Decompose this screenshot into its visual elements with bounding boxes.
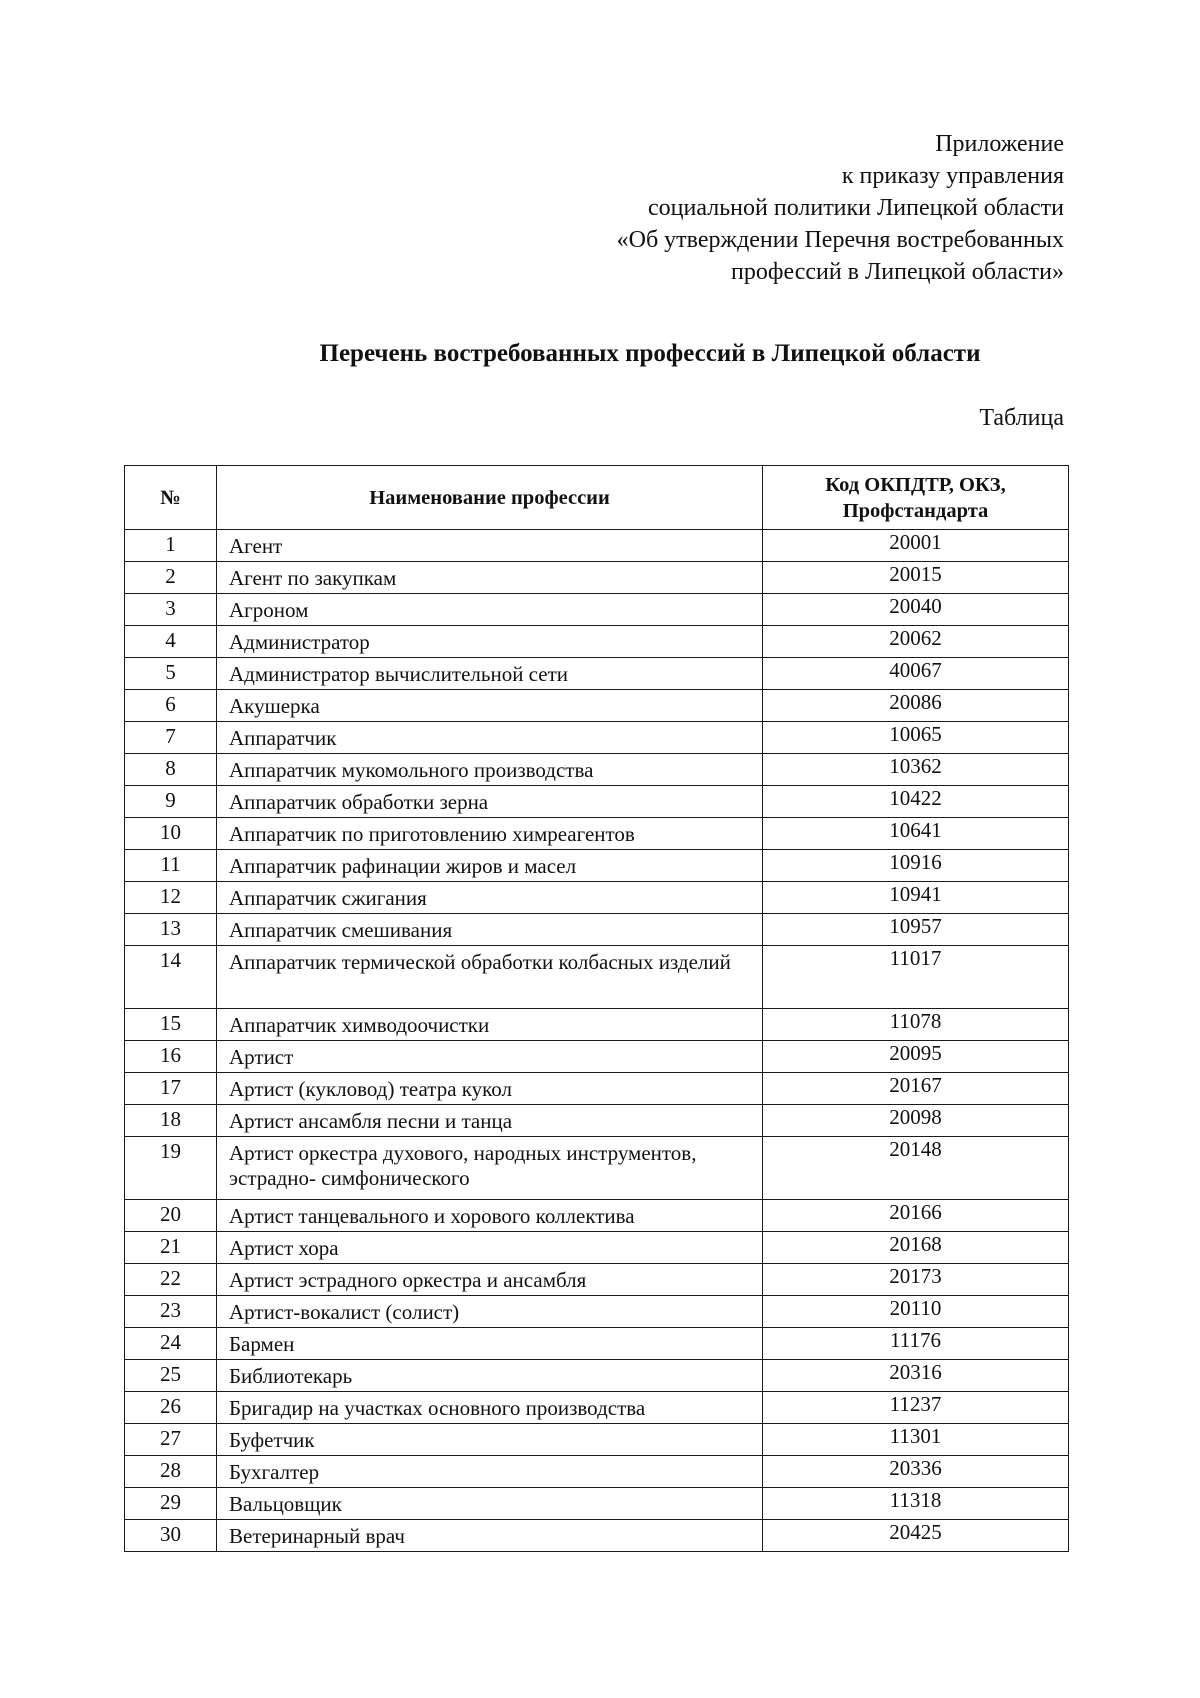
profession-code: 40067 — [763, 658, 1069, 690]
row-number: 2 — [125, 562, 217, 594]
row-number: 4 — [125, 626, 217, 658]
profession-name: Артист хора — [217, 1232, 763, 1264]
table-row — [125, 530, 1069, 562]
profession-code: 11176 — [763, 1328, 1069, 1360]
row-number: 9 — [125, 786, 217, 818]
profession-code: 20168 — [763, 1232, 1069, 1264]
profession-code: 10422 — [763, 786, 1069, 818]
row-number: 23 — [125, 1296, 217, 1328]
profession-code: 20001 — [763, 530, 1069, 562]
row-number: 5 — [125, 658, 217, 690]
table-row — [125, 946, 1069, 1009]
profession-name: Буфетчик — [217, 1424, 763, 1456]
profession-name: Аппаратчик мукомольного производства — [217, 754, 763, 786]
profession-code: 20167 — [763, 1073, 1069, 1105]
table-row — [125, 658, 1069, 690]
table-body — [125, 530, 1069, 1552]
table-row — [125, 754, 1069, 786]
profession-name: Артист танцевального и хорового коллектива — [217, 1200, 763, 1232]
profession-name: Аппаратчик сжигания — [217, 882, 763, 914]
table-row — [125, 1105, 1069, 1137]
row-number: 8 — [125, 754, 217, 786]
profession-code: 20098 — [763, 1105, 1069, 1137]
header-code: Код ОКПДТР, ОКЗ, Профстандарта — [763, 466, 1069, 530]
profession-code: 11078 — [763, 1009, 1069, 1041]
table-row — [125, 1488, 1069, 1520]
professions-table — [124, 465, 1069, 1552]
appendix-line: профессий в Липецкой области» — [731, 259, 1064, 285]
profession-code: 20336 — [763, 1456, 1069, 1488]
row-number: 21 — [125, 1232, 217, 1264]
profession-code: 20148 — [763, 1137, 1069, 1200]
profession-code: 11318 — [763, 1488, 1069, 1520]
header-profession-name: Наименование профессии — [217, 466, 763, 530]
row-number: 12 — [125, 882, 217, 914]
profession-name: Ветеринарный врач — [217, 1520, 763, 1552]
profession-name: Артист-вокалист (солист) — [217, 1296, 763, 1328]
row-number: 3 — [125, 594, 217, 626]
profession-name: Администратор — [217, 626, 763, 658]
profession-code: 11017 — [763, 946, 1069, 1009]
row-number: 30 — [125, 1520, 217, 1552]
table-row — [125, 1360, 1069, 1392]
profession-name: Акушерка — [217, 690, 763, 722]
table-row — [125, 1264, 1069, 1296]
table-row — [125, 690, 1069, 722]
profession-name: Аппаратчик рафинации жиров и масел — [217, 850, 763, 882]
profession-code: 10941 — [763, 882, 1069, 914]
profession-code: 10641 — [763, 818, 1069, 850]
table-row — [125, 1520, 1069, 1552]
table-row — [125, 850, 1069, 882]
table-row — [125, 1009, 1069, 1041]
header-number: № — [125, 466, 217, 530]
profession-name: Вальцовщик — [217, 1488, 763, 1520]
profession-code: 20173 — [763, 1264, 1069, 1296]
profession-name: Аппаратчик обработки зерна — [217, 786, 763, 818]
profession-code: 11237 — [763, 1392, 1069, 1424]
profession-code: 11301 — [763, 1424, 1069, 1456]
appendix-line: социальной политики Липецкой области — [648, 195, 1064, 221]
row-number: 29 — [125, 1488, 217, 1520]
row-number: 10 — [125, 818, 217, 850]
row-number: 26 — [125, 1392, 217, 1424]
table-row — [125, 722, 1069, 754]
table-label: Таблица — [979, 405, 1064, 431]
row-number: 15 — [125, 1009, 217, 1041]
profession-name: Агент — [217, 530, 763, 562]
profession-code: 20425 — [763, 1520, 1069, 1552]
profession-name: Аппаратчик по приготовлению химреагентов — [217, 818, 763, 850]
profession-code: 20062 — [763, 626, 1069, 658]
table-row — [125, 818, 1069, 850]
table-row — [125, 594, 1069, 626]
profession-name: Аппаратчик химводоочистки — [217, 1009, 763, 1041]
table-row — [125, 1137, 1069, 1200]
profession-code: 10362 — [763, 754, 1069, 786]
profession-name: Аппаратчик смешивания — [217, 914, 763, 946]
row-number: 1 — [125, 530, 217, 562]
row-number: 16 — [125, 1041, 217, 1073]
profession-name: Администратор вычислительной сети — [217, 658, 763, 690]
profession-code: 20086 — [763, 690, 1069, 722]
table-header-row — [125, 466, 1069, 530]
profession-name: Артист — [217, 1041, 763, 1073]
appendix-line: к приказу управления — [841, 163, 1064, 189]
profession-code: 10957 — [763, 914, 1069, 946]
table-row — [125, 1073, 1069, 1105]
profession-name: Артист (кукловод) театра кукол — [217, 1073, 763, 1105]
appendix-line: Приложение — [935, 131, 1064, 157]
appendix-line: «Об утверждении Перечня востребованных — [616, 227, 1064, 253]
profession-code: 10065 — [763, 722, 1069, 754]
profession-name: Артист оркестра духового, народных инструментов, эстрадно- симфонического — [217, 1137, 763, 1200]
table-row — [125, 1232, 1069, 1264]
row-number: 27 — [125, 1424, 217, 1456]
table-row — [125, 1392, 1069, 1424]
row-number: 11 — [125, 850, 217, 882]
profession-name: Аппаратчик — [217, 722, 763, 754]
table-row — [125, 786, 1069, 818]
table-row — [125, 1424, 1069, 1456]
profession-code: 20040 — [763, 594, 1069, 626]
profession-name: Агент по закупкам — [217, 562, 763, 594]
profession-code: 10916 — [763, 850, 1069, 882]
profession-code: 20166 — [763, 1200, 1069, 1232]
row-number: 22 — [125, 1264, 217, 1296]
profession-name: Агроном — [217, 594, 763, 626]
row-number: 19 — [125, 1137, 217, 1200]
row-number: 7 — [125, 722, 217, 754]
row-number: 6 — [125, 690, 217, 722]
row-number: 17 — [125, 1073, 217, 1105]
table-row — [125, 626, 1069, 658]
table-row — [125, 1041, 1069, 1073]
table-row — [125, 882, 1069, 914]
appendix-header — [617, 128, 1064, 288]
row-number: 28 — [125, 1456, 217, 1488]
table-row — [125, 1200, 1069, 1232]
profession-name: Бухгалтер — [217, 1456, 763, 1488]
profession-code: 20095 — [763, 1041, 1069, 1073]
row-number: 18 — [125, 1105, 217, 1137]
profession-code: 20015 — [763, 562, 1069, 594]
row-number: 24 — [125, 1328, 217, 1360]
row-number: 14 — [125, 946, 217, 1009]
table-row — [125, 1456, 1069, 1488]
row-number: 13 — [125, 914, 217, 946]
profession-name: Артист эстрадного оркестра и ансамбля — [217, 1264, 763, 1296]
document-title: Перечень востребованных профессий в Липецкой области — [319, 340, 981, 367]
profession-name: Бармен — [217, 1328, 763, 1360]
profession-name: Аппаратчик термической обработки колбасных изделий — [217, 946, 763, 1009]
table-row — [125, 1328, 1069, 1360]
row-number: 25 — [125, 1360, 217, 1392]
table-row — [125, 1296, 1069, 1328]
table-row — [125, 914, 1069, 946]
profession-code: 20316 — [763, 1360, 1069, 1392]
profession-name: Библиотекарь — [217, 1360, 763, 1392]
table-row — [125, 562, 1069, 594]
profession-name: Бригадир на участках основного производства — [217, 1392, 763, 1424]
row-number: 20 — [125, 1200, 217, 1232]
profession-code: 20110 — [763, 1296, 1069, 1328]
profession-name: Артист ансамбля песни и танца — [217, 1105, 763, 1137]
